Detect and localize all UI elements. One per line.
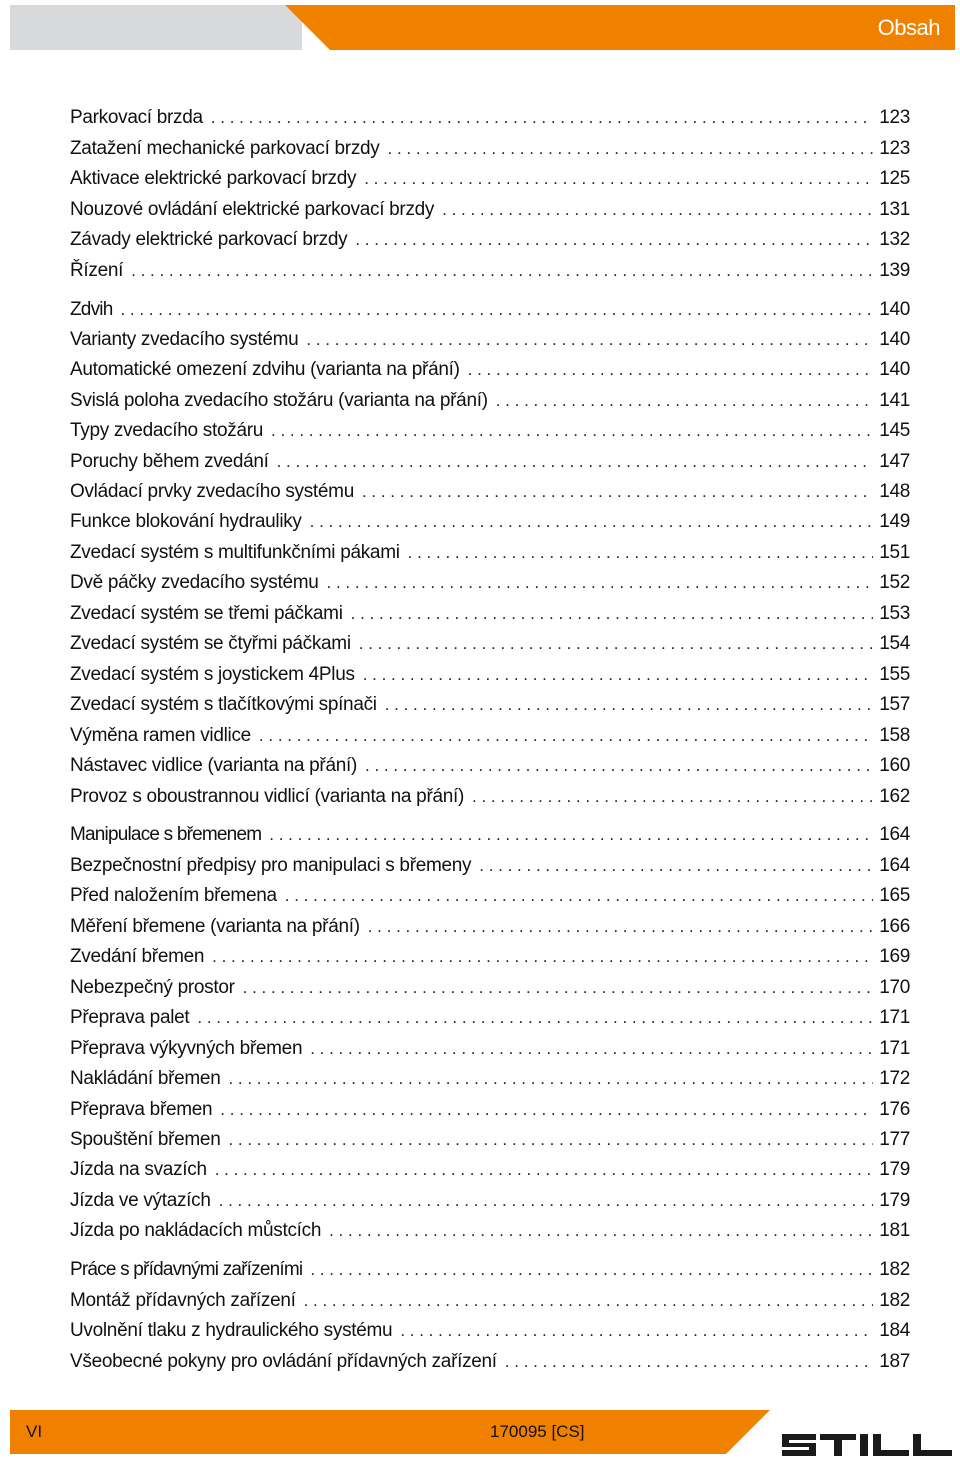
toc-entry-label: Nástavec vidlice (varianta na přání): [70, 755, 358, 776]
footer-orange-bar: [10, 1410, 770, 1454]
toc-dot-leader: [442, 197, 873, 223]
toc-entry-page-number: 132: [879, 229, 910, 250]
toc-entry[interactable]: [70, 944, 910, 970]
toc-entry-page-number: 182: [879, 1290, 910, 1311]
toc-entry[interactable]: [70, 570, 910, 596]
toc-section-heading[interactable]: [70, 1257, 910, 1283]
toc-entry-label: Bezpečnostní předpisy pro manipulaci s břemeny: [70, 855, 472, 876]
toc-entry[interactable]: [70, 601, 910, 627]
toc-dot-leader: [310, 509, 874, 535]
toc-entry[interactable]: [70, 631, 910, 657]
toc-entry[interactable]: [70, 418, 910, 444]
toc-dot-leader: [505, 1349, 873, 1375]
toc-entry[interactable]: [70, 1349, 910, 1375]
toc-entry[interactable]: [70, 166, 910, 192]
toc-entry[interactable]: [70, 1005, 910, 1031]
toc-entry-label: Nakládání břemen: [70, 1068, 221, 1089]
toc-entry-page-number: 187: [879, 1351, 910, 1372]
toc-dot-leader: [197, 1005, 873, 1031]
toc-entry-page-number: 179: [879, 1159, 910, 1180]
toc-entry-page-number: 147: [879, 451, 910, 472]
toc-entry-page-number: 139: [879, 260, 910, 281]
toc-entry-label: Řízení: [70, 260, 124, 281]
toc-entry-label: Poruchy během zvedání: [70, 451, 269, 472]
toc-entry[interactable]: [70, 662, 910, 688]
toc-entry-label: Spouštění břemen: [70, 1129, 221, 1150]
toc-entry-page-number: 179: [879, 1190, 910, 1211]
toc-entry-page-number: 145: [879, 420, 910, 441]
toc-entry[interactable]: [70, 1066, 910, 1092]
toc-entry-label: Aktivace elektrické parkovací brzdy: [70, 168, 357, 189]
toc-dot-leader: [269, 822, 873, 848]
toc-entry-label: Montáž přídavných zařízení: [70, 1290, 296, 1311]
toc-entry-label: Před naložením břemena: [70, 885, 277, 906]
toc-dot-leader: [365, 753, 873, 779]
toc-entry-page-number: 164: [879, 824, 910, 845]
toc-entry[interactable]: [70, 1157, 910, 1183]
toc-entry-label: Automatické omezení zdvihu (varianta na přání): [70, 359, 460, 380]
toc-entry-page-number: 172: [879, 1068, 910, 1089]
toc-entry-page-number: 123: [879, 107, 910, 128]
toc-entry[interactable]: [70, 914, 910, 940]
toc-entry[interactable]: [70, 975, 910, 1001]
header-grey-bar: [10, 5, 302, 50]
toc-dot-leader: [408, 540, 874, 566]
toc-entry-label: Uvolnění tlaku z hydraulického systému: [70, 1320, 393, 1341]
toc-dot-leader: [364, 166, 873, 192]
toc-entry-label: Zatažení mechanické parkovací brzdy: [70, 138, 380, 159]
toc-dot-leader: [131, 258, 873, 284]
toc-entry-page-number: 165: [879, 885, 910, 906]
toc-entry[interactable]: [70, 784, 910, 810]
toc-dot-leader: [351, 601, 874, 627]
toc-dot-leader: [327, 570, 874, 596]
toc-entry[interactable]: [70, 853, 910, 879]
toc-entry-page-number: 162: [879, 786, 910, 807]
toc-entry-page-number: 123: [879, 138, 910, 159]
toc-entry-page-number: 160: [879, 755, 910, 776]
toc-dot-leader: [472, 784, 873, 810]
page-title: Obsah: [877, 15, 940, 40]
toc-entry[interactable]: [70, 540, 910, 566]
toc-entry-page-number: 140: [879, 359, 910, 380]
toc-dot-leader: [368, 914, 873, 940]
header-orange-bar: [285, 5, 955, 50]
toc-entry-label: Zvedací systém s tlačítkovými spínači: [70, 694, 377, 715]
toc-entry[interactable]: [70, 1288, 910, 1314]
toc-dot-leader: [306, 327, 873, 353]
toc-entry-page-number: 131: [879, 199, 910, 220]
toc-dot-leader: [400, 1318, 873, 1344]
toc-entry-label: Výměna ramen vidlice: [70, 725, 251, 746]
toc-entry[interactable]: [70, 258, 910, 284]
toc-entry-page-number: 169: [879, 946, 910, 967]
toc-entry-label: Měření břemene (varianta na přání): [70, 916, 360, 937]
toc-entry-label: Všeobecné pokyny pro ovládání přídavných zařízení: [70, 1351, 497, 1372]
toc-dot-leader: [329, 1218, 873, 1244]
toc-entry-page-number: 154: [879, 633, 910, 654]
toc-entry[interactable]: [70, 1036, 910, 1062]
toc-entry-page-number: 171: [879, 1007, 910, 1028]
toc-entry-label: Přeprava palet: [70, 1007, 190, 1028]
toc-entry[interactable]: [70, 449, 910, 475]
toc-dot-leader: [212, 944, 873, 970]
toc-entry-page-number: 171: [879, 1038, 910, 1059]
toc-entry-label: Práce s přídavnými zařízeními: [70, 1259, 303, 1280]
toc-dot-leader: [362, 479, 873, 505]
toc-entry-page-number: 158: [879, 725, 910, 746]
toc-entry[interactable]: [70, 509, 910, 535]
toc-entry-page-number: 148: [879, 481, 910, 502]
toc-entry-page-number: 176: [879, 1099, 910, 1120]
toc-entry-page-number: 140: [879, 329, 910, 350]
toc-entry-page-number: 151: [879, 542, 910, 563]
toc-entry-page-number: 155: [879, 664, 910, 685]
toc-section-heading[interactable]: [70, 297, 910, 323]
toc-entry-label: Jízda ve výtazích: [70, 1190, 211, 1211]
toc-entry-label: Parkovací brzda: [70, 107, 203, 128]
toc-entry[interactable]: [70, 1218, 910, 1244]
toc-entry[interactable]: [70, 1188, 910, 1214]
toc-entry-page-number: 170: [879, 977, 910, 998]
toc-entry[interactable]: [70, 227, 910, 253]
toc-dot-leader: [228, 1066, 873, 1092]
toc-entry-page-number: 177: [879, 1129, 910, 1150]
toc-entry-label: Nouzové ovládání elektrické parkovací brzdy: [70, 199, 435, 220]
toc-dot-leader: [359, 631, 873, 657]
toc-entry-page-number: 153: [879, 603, 910, 624]
toc-dot-leader: [219, 1188, 874, 1214]
toc-dot-leader: [363, 662, 874, 688]
toc-section-heading[interactable]: [70, 822, 910, 848]
toc-entry-label: Zdvih: [70, 299, 113, 320]
toc-entry[interactable]: [70, 883, 910, 909]
toc-entry-page-number: 164: [879, 855, 910, 876]
still-logo: [780, 1430, 954, 1460]
toc-dot-leader: [385, 692, 873, 718]
toc-entry-page-number: 152: [879, 572, 910, 593]
toc-entry[interactable]: [70, 105, 910, 131]
toc-entry-label: Dvě páčky zvedacího systému: [70, 572, 319, 593]
toc-entry-page-number: 149: [879, 511, 910, 532]
toc-dot-leader: [120, 297, 873, 323]
toc-entry-page-number: 184: [879, 1320, 910, 1341]
toc-dot-leader: [304, 1288, 874, 1314]
toc-entry-label: Typy zvedacího stožáru: [70, 420, 264, 441]
toc-entry-label: Zvedací systém se třemi páčkami: [70, 603, 343, 624]
toc-entry-label: Zvedání břemen: [70, 946, 205, 967]
toc-entry-label: Varianty zvedacího systému: [70, 329, 299, 350]
toc-entry-label: Nebezpečný prostor: [70, 977, 235, 998]
toc-entry[interactable]: [70, 1127, 910, 1153]
toc-entry-label: Manipulace s břemenem: [70, 824, 262, 845]
toc-entry-label: Funkce blokování hydrauliky: [70, 511, 302, 532]
toc-entry-label: Ovládací prvky zvedacího systému: [70, 481, 354, 502]
toc-entry[interactable]: [70, 723, 910, 749]
toc-entry-page-number: 157: [879, 694, 910, 715]
toc-entry[interactable]: [70, 692, 910, 718]
toc-entry[interactable]: [70, 388, 910, 414]
toc-dot-leader: [388, 136, 874, 162]
toc-dot-leader: [310, 1257, 873, 1283]
toc-entry[interactable]: [70, 479, 910, 505]
toc-entry-page-number: 140: [879, 299, 910, 320]
toc-entry[interactable]: [70, 1318, 910, 1344]
toc-entry-label: Zvedací systém se čtyřmi páčkami: [70, 633, 351, 654]
toc-entry-label: Zvedací systém s multifunkčními pákami: [70, 542, 400, 563]
toc-entry-page-number: 181: [879, 1220, 910, 1241]
toc-dot-leader: [468, 357, 874, 383]
toc-entry-label: Jízda na svazích: [70, 1159, 207, 1180]
toc-entry-label: Zvedací systém s joystickem 4Plus: [70, 664, 355, 685]
toc-entry-label: Závady elektrické parkovací brzdy: [70, 229, 348, 250]
toc-entry[interactable]: [70, 753, 910, 779]
toc-dot-leader: [220, 1097, 873, 1123]
toc-dot-leader: [215, 1157, 873, 1183]
toc-dot-leader: [277, 449, 874, 475]
toc-dot-leader: [479, 853, 873, 879]
toc-entry[interactable]: [70, 136, 910, 162]
toc-entry-label: Provoz s oboustrannou vidlicí (varianta na přání): [70, 786, 465, 807]
toc-entry-label: Přeprava břemen: [70, 1099, 213, 1120]
footer-page-number: VI: [26, 1422, 43, 1441]
toc-entry[interactable]: [70, 327, 910, 353]
toc-entry-page-number: 125: [879, 168, 910, 189]
toc-entry-page-number: 166: [879, 916, 910, 937]
toc-dot-leader: [211, 105, 873, 131]
toc-dot-leader: [310, 1036, 873, 1062]
toc-entry[interactable]: [70, 197, 910, 223]
toc-entry-page-number: 182: [879, 1259, 910, 1280]
toc-entry-label: Svislá poloha zvedacího stožáru (varianta na přání): [70, 390, 488, 411]
toc-dot-leader: [228, 1127, 873, 1153]
toc-dot-leader: [496, 388, 873, 414]
toc-dot-leader: [243, 975, 874, 1001]
toc-dot-leader: [285, 883, 873, 909]
toc-entry-label: Jízda po nakládacích můstcích: [70, 1220, 322, 1241]
toc-entry-label: Přeprava výkyvných břemen: [70, 1038, 303, 1059]
footer-doc-code: 170095 [CS]: [490, 1422, 585, 1441]
toc-entry[interactable]: [70, 1097, 910, 1123]
toc-dot-leader: [355, 227, 873, 253]
toc-dot-leader: [271, 418, 873, 444]
toc-entry-page-number: 141: [879, 390, 910, 411]
toc-dot-leader: [259, 723, 873, 749]
toc-entry[interactable]: [70, 357, 910, 383]
